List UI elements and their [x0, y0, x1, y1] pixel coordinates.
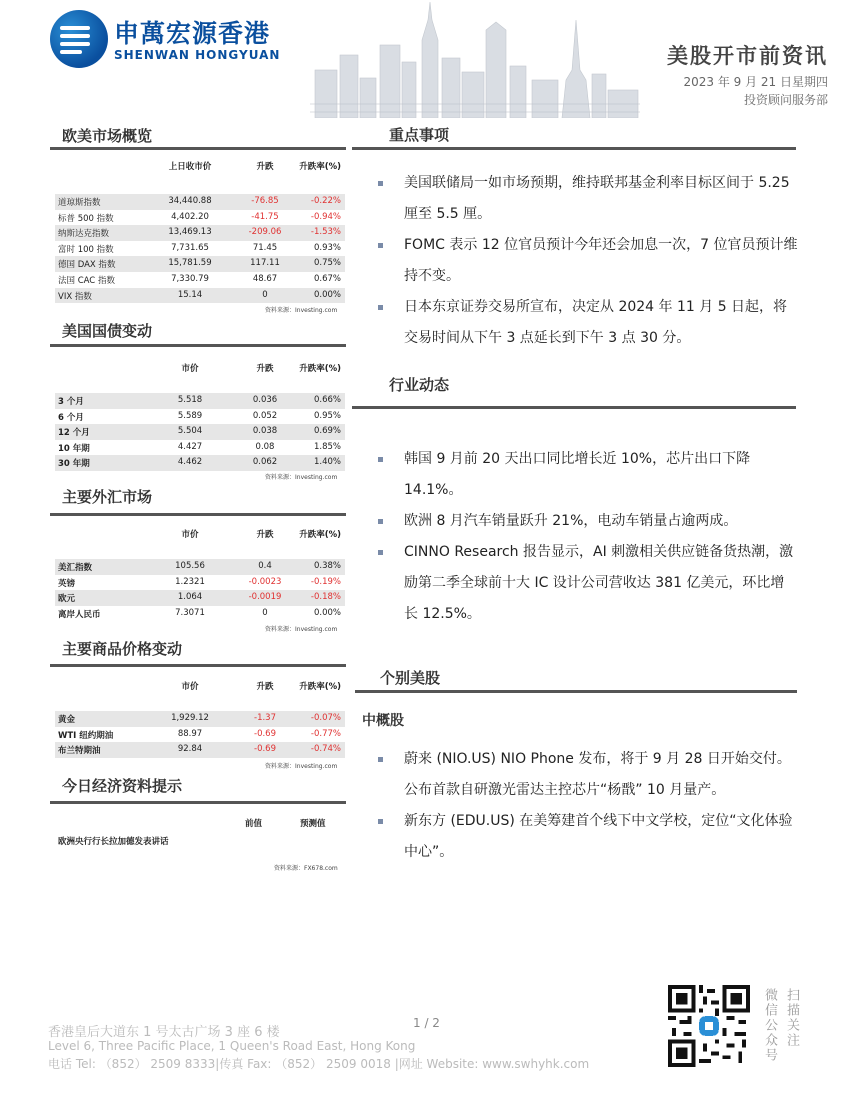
bullet-icon: [378, 519, 383, 524]
section-title-stocks: 个别美股: [380, 669, 441, 687]
table-row: WTI 纽约期油 88.97 -0.69 -0.77%: [58, 728, 341, 741]
table-row: 3 个月 5.518 0.036 0.66%: [55, 393, 345, 409]
section-divider: [50, 513, 346, 516]
table-row: 欧元 1.064 -0.0019 -0.18%: [55, 590, 345, 606]
source-note: 资料来源：Investing.com: [265, 307, 338, 314]
section-title-key-events: 重点事项: [389, 126, 450, 144]
document-date: 2023 年 9 月 21 日星期四: [683, 75, 828, 89]
table-row: 30 年期 4.462 0.062 1.40%: [55, 455, 345, 471]
table-row: 德国 DAX 指数 15,781.59 117.11 0.75%: [55, 256, 345, 272]
source-note: 资料来源：FX678.com: [274, 865, 338, 872]
section-title-commodities: 主要商品价格变动: [62, 640, 183, 658]
column-header: 升跌率(%): [299, 682, 341, 692]
section-divider: [50, 664, 346, 667]
wechat-label: 微信公众号: [762, 988, 777, 1063]
wechat-caption: [760, 988, 806, 1078]
table-row: VIX 指数 15.14 0 0.00%: [55, 288, 345, 304]
qr-code-icon: [668, 985, 750, 1067]
section-title-econ: 今日经济资料提示: [62, 777, 183, 795]
table-row: 6 个月 5.589 0.052 0.95%: [58, 410, 341, 423]
column-header: 升跌: [256, 530, 274, 540]
section-divider: [352, 406, 796, 409]
table-row: 富时 100 指数 7,731.65 71.45 0.93%: [58, 242, 341, 255]
section-divider: [50, 147, 346, 150]
source-note: 资料来源：Investing.com: [265, 763, 338, 770]
bullet-icon: [378, 757, 383, 762]
logo-emblem-icon: [50, 10, 108, 68]
list-item: FOMC 表示 12 位官员预计今年还会加息一次，7 位官员预计维持不变。: [378, 230, 798, 292]
table-row: 离岸人民币 7.3071 0 0.00%: [58, 607, 341, 620]
column-header: 前值: [245, 819, 263, 829]
column-header: 上日收市价: [168, 162, 212, 172]
table-header: [55, 528, 345, 542]
logo-text-en: SHENWAN HONGYUAN: [114, 48, 281, 62]
table-header: [55, 362, 345, 376]
footer-address-cn: 香港皇后大道东 1 号太古广场 3 座 6 楼: [48, 1025, 280, 1040]
bullet-icon: [378, 305, 383, 310]
column-header: 升跌: [256, 682, 274, 692]
source-note: 资料来源：Investing.com: [265, 626, 338, 633]
table-header: [55, 160, 345, 174]
list-item: 美国联储局一如市场预期，维持联邦基金利率目标区间于 5.25 厘至 5.5 厘。: [378, 168, 798, 230]
footer-address-en: Level 6, Three Pacific Place, 1 Queen's Road East, Hong Kong: [48, 1039, 416, 1053]
table-row: 布兰特期油 92.84 -0.69 -0.74%: [55, 742, 345, 758]
table-row: 欧洲央行行长拉加德发表讲话: [58, 837, 169, 847]
source-note: 资料来源：Investing.com: [265, 474, 338, 481]
table-row: 纳斯达克指数 13,469.13 -209.06 -1.53%: [55, 225, 345, 241]
column-header: 升跌率(%): [299, 162, 341, 172]
table-row: 10 年期 4.427 0.08 1.85%: [58, 441, 341, 454]
table-row: 黄金 1,929.12 -1.37 -0.07%: [55, 711, 345, 727]
scan-label: 扫描关注: [784, 988, 799, 1048]
list-item: CINNO Research 报告显示，AI 刺激相关供应链备货热潮，激励第二季全球前十大 IC 设计公司营收达 381 亿美元，环比增长 12.5%。: [378, 537, 798, 630]
table-header: [55, 680, 345, 694]
column-header: 升跌: [256, 364, 274, 374]
section-title-fx: 主要外汇市场: [62, 488, 153, 506]
column-header: 市价: [181, 530, 199, 540]
list-item: 韩国 9 月前 20 天出口同比增长近 10%，芯片出口下降 14.1%。: [378, 444, 798, 506]
column-header: 市价: [181, 364, 199, 374]
list-item: 欧洲 8 月汽车销量跃升 21%，电动车销量占逾两成。: [378, 506, 798, 537]
table-row: 标普 500 指数 4,402.20 -41.75 -0.94%: [58, 211, 341, 224]
bullet-icon: [378, 819, 383, 824]
table-row: 12 个月 5.504 0.038 0.69%: [55, 424, 345, 440]
table-row: 英镑 1.2321 -0.0023 -0.19%: [58, 576, 341, 589]
section-title-markets: 欧美市场概览: [62, 127, 153, 145]
document-title: 美股开市前资讯: [667, 44, 828, 68]
list-item: 蔚来 (NIO.US) NIO Phone 发布，将于 9 月 28 日开始交付。公布首款自研激光雷达主控芯片“杨戬” 10 月量产。: [378, 744, 798, 806]
department: 投资顾问服务部: [743, 93, 828, 107]
table-header: [55, 817, 345, 831]
section-divider: [355, 690, 797, 693]
company-logo: [50, 10, 290, 70]
table-row: 道琼斯指数 34,440.88 -76.85 -0.22%: [55, 194, 345, 210]
column-header: 市价: [181, 682, 199, 692]
list-item: 新东方 (EDU.US) 在美筹建首个线下中文学校，定位“文化体验中心”。: [378, 806, 798, 868]
skyline-illustration: [310, 0, 640, 118]
column-header: 升跌: [256, 162, 274, 172]
column-header: 预测值: [300, 819, 326, 829]
section-divider: [352, 147, 796, 150]
footer-contact: 电话 Tel: （852） 2509 8333|传真 Fax: （852） 2509 0018 |网址 Website: www.swhyhk.com: [48, 1057, 590, 1071]
bullet-icon: [378, 457, 383, 462]
section-title-bonds: 美国国债变动: [62, 322, 153, 340]
bullet-icon: [378, 181, 383, 186]
table-row: 法国 CAC 指数 7,330.79 48.67 0.67%: [58, 273, 341, 286]
subsection-title: 中概股: [362, 713, 404, 729]
section-divider: [50, 344, 346, 347]
logo-text-cn: 申萬宏源香港: [114, 19, 271, 48]
list-item: 日本东京证券交易所宣布，决定从 2024 年 11 月 5 日起，将交易时间从下午 3 点延长到下午 3 点 30 分。: [378, 292, 798, 354]
section-divider: [50, 801, 346, 804]
bullet-icon: [378, 243, 383, 248]
bullet-icon: [378, 550, 383, 555]
section-title-industry: 行业动态: [389, 376, 450, 394]
column-header: 升跌率(%): [299, 530, 341, 540]
column-header: 升跌率(%): [299, 364, 341, 374]
page-number: 1 / 2: [413, 1016, 440, 1030]
table-row: 美汇指数 105.56 0.4 0.38%: [55, 559, 345, 575]
